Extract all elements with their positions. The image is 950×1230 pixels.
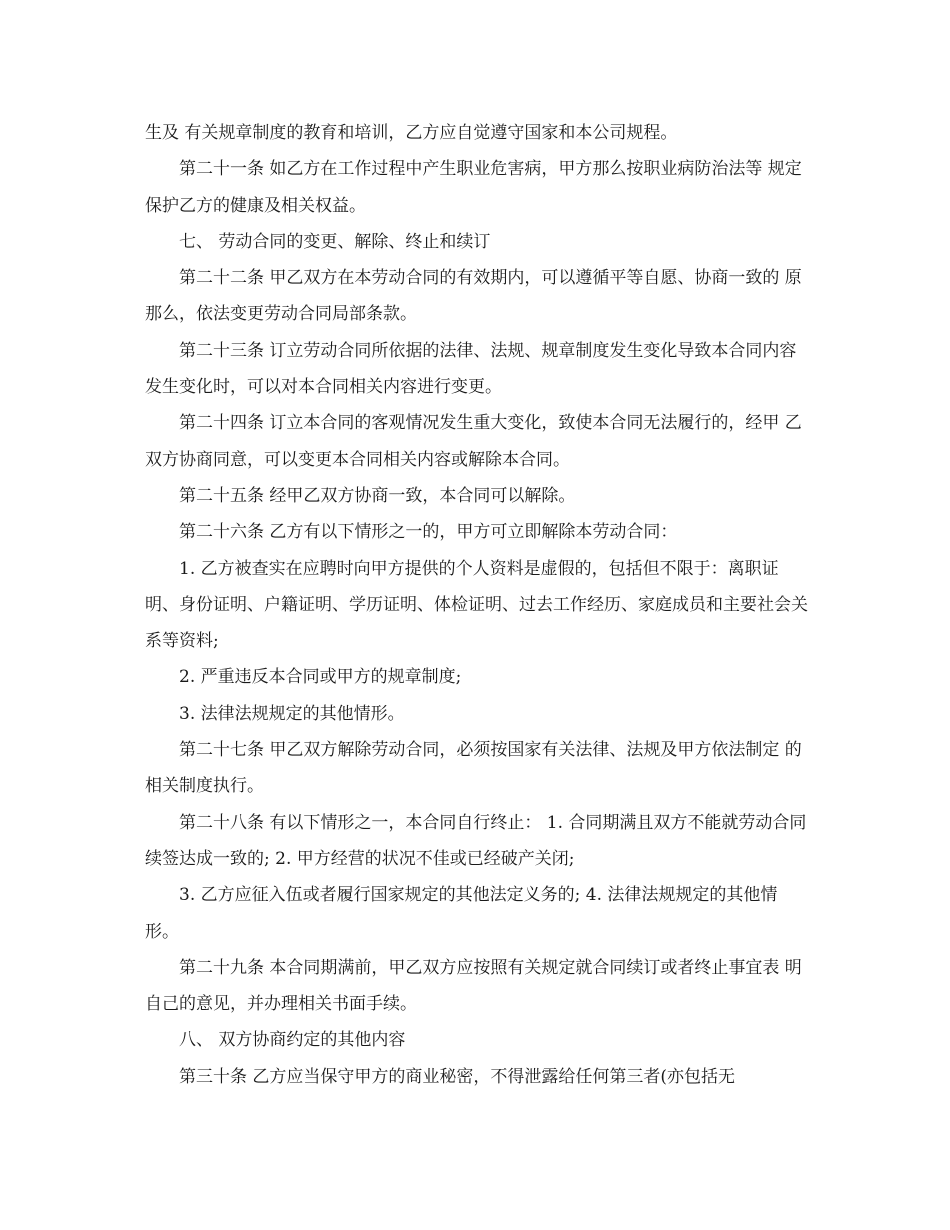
- article-26-item-1: 1. 乙方被查实在应聘时向甲方提供的个人资料是虚假的，包括但不限于：离职证明、身份证明、户籍证明、学历证明、体检证明、过去工作经历、家庭成员和主要社会关系等资料;: [145, 558, 808, 652]
- article-24: 第二十四条 订立本合同的客观情况发生重大变化，致使本合同无法履行的，经甲 乙双方协商同意，可以变更本合同相关内容或解除本合同。: [145, 413, 802, 470]
- article-30: 第三十条 乙方应当保守甲方的商业秘密，不得泄露给任何第三者(亦包括无: [179, 1066, 736, 1087]
- article-21: 第二十一条 如乙方在工作过程中产生职业危害病，甲方那么按职业病防治法等 规定保护乙方的健康及相关权益。: [145, 159, 802, 216]
- article-23: 第二十三条 订立劳动合同所依据的法律、法规、规章制度发生变化导致本合同内容发生变化时，可以对本合同相关内容进行变更。: [145, 340, 797, 398]
- article-28-items: 3. 乙方应征入伍或者履行国家规定的其他法定义务的; 4. 法律法规规定的其他情形。: [145, 885, 778, 942]
- article-26-item-2: 2. 严重违反本合同或甲方的规章制度;: [179, 667, 462, 688]
- article-25: 第二十五条 经甲乙双方协商一致，本合同可以解除。: [179, 485, 576, 506]
- article-26-item-3: 3. 法律法规规定的其他情形。: [179, 703, 405, 724]
- article-26: 第二十六条 乙方有以下情形之一的，甲方可立即解除本劳动合同：: [179, 522, 678, 543]
- document-body: [145, 115, 810, 1095]
- section-heading-8: 八、 双方协商约定的其他内容: [179, 1030, 406, 1051]
- section-heading-7: 七、 劳动合同的变更、解除、终止和续订: [179, 231, 491, 252]
- paragraph-continuation: 生及 有关规章制度的教育和培训，乙方应自觉遵守国家和本公司规程。: [145, 123, 678, 143]
- article-27: 第二十七条 甲乙双方解除劳动合同，必须按国家有关法律、法规及甲方依法制定 的相关制度执行。: [145, 740, 802, 797]
- article-29: 第二十九条 本合同期满前，甲乙双方应按照有关规定就合同续订或者终止事宜表 明自己的意见，并办理相关书面手续。: [145, 957, 802, 1015]
- article-22: 第二十二条 甲乙双方在本劳动合同的有效期内，可以遵循平等自愿、协商一致的 原那么，依法变更劳动合同局部条款。: [145, 268, 802, 325]
- article-28: 第二十八条 有以下情形之一，本合同自行终止： 1. 合同期满且双方不能就劳动合同续签达成一致的; 2. 甲方经营的状况不佳或已经破产关闭;: [145, 812, 807, 869]
